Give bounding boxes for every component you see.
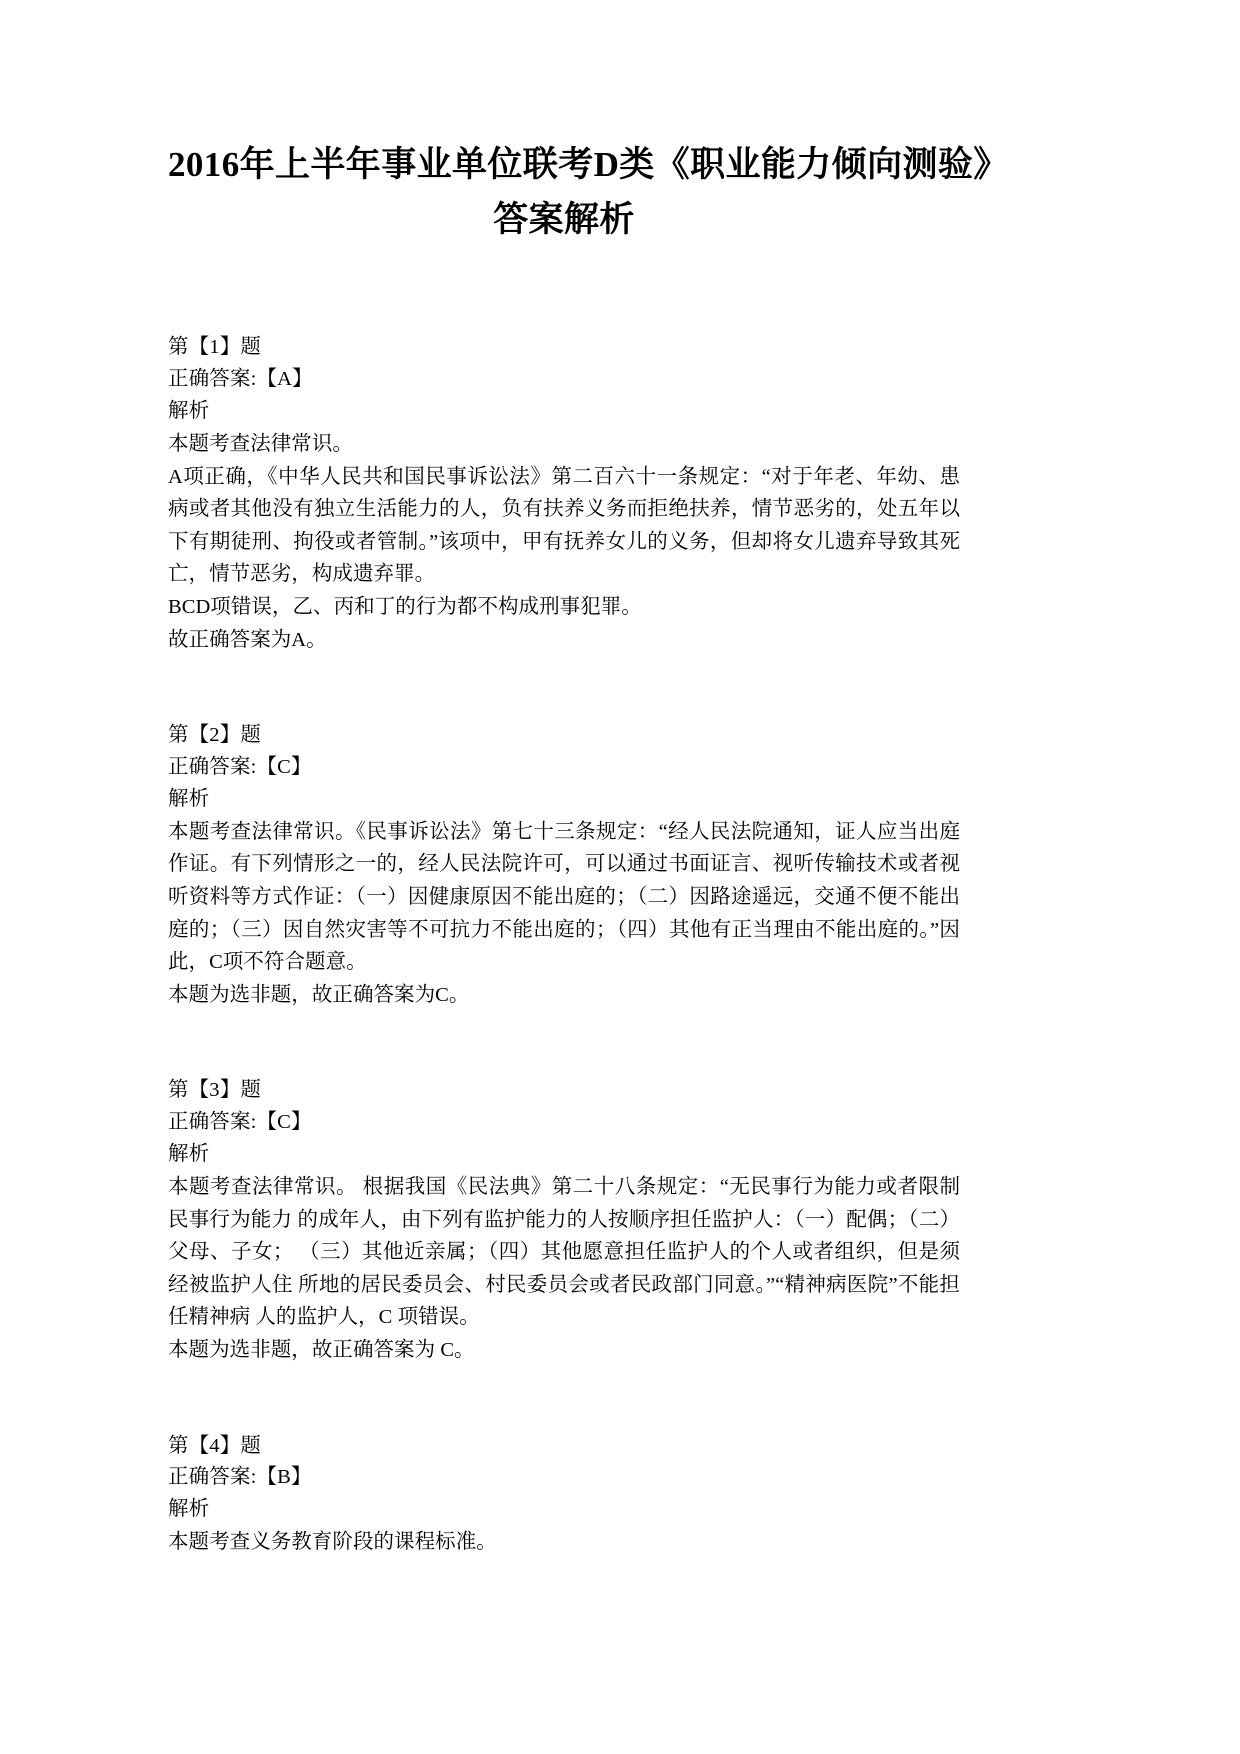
question-number-3: 第【3】题 [168,1079,261,1102]
page-title-line-1: 2016年上半年事业单位联考D类《职业能力倾向测验》 [168,145,1009,184]
correct-answer-1: 正确答案:【A】 [168,368,313,391]
analysis-paragraph-2-2: 本题为选非题，故正确答案为C。 [168,983,470,1006]
analysis-paragraph-1-4: 故正确答案为A。 [168,628,327,651]
question-block-2 [168,720,960,1011]
question-number-2: 第【2】题 [168,724,261,747]
correct-answer-2: 正确答案:【C】 [168,756,312,779]
analysis-paragraph-1-3: BCD项错误，乙、丙和丁的行为都不构成刑事犯罪。 [168,595,642,618]
page-title [168,0,1009,246]
analysis-label-3: 解析 [168,1143,210,1166]
page-content [168,0,1009,1559]
analysis-label-1: 解析 [168,400,210,423]
page-title-line-2: 答案解析 [493,200,635,240]
analysis-label-2: 解析 [168,787,210,810]
analysis-paragraph-2-1: 本题考查法律常识。《民事诉讼法》第七十三条规定：“经人民法院通知，证人应当出庭作证。有下列情形之一的，经人民法院许可，可以通过书面证言、视听传输技术或者视听资料等方式作证：（一）因健康原因不能出庭的；（二）因路途遥远，交通不便不能出庭的；（三）因自然灾害等不可抗力不能出庭的；（四）其他有正当理由不能出庭的。”因此，C项不符合题意。 [168,820,960,974]
analysis-paragraph-4-1: 本题考查义务教育阶段的课程标准。 [168,1531,497,1554]
correct-answer-3: 正确答案:【C】 [168,1111,312,1134]
analysis-label-4: 解析 [168,1498,210,1521]
question-block-4 [168,1431,960,1559]
question-number-4: 第【4】题 [168,1434,261,1457]
analysis-paragraph-3-1: 本题考查法律常识。 根据我国《民法典》第二十八条规定：“无民事行为能力或者限制民事行为能力 的成年人，由下列有监护能力的人按顺序担任监护人：（一）配偶；（二）父母、子女； （三）其他近亲属；（四）其他愿意担任监护人的个人或者组织，但是须经被监护人住 所地的居民委员会、村民委员会或者民政部门同意。”“精神病医院”不能担任精神病 人的监护人，C 项错误。 [168,1175,960,1329]
question-block-1 [168,332,960,656]
question-number-1: 第【1】题 [168,336,261,359]
question-list [168,332,960,1558]
question-block-3 [168,1075,960,1366]
analysis-paragraph-3-2: 本题为选非题，故正确答案为 C。 [168,1338,475,1361]
correct-answer-4: 正确答案:【B】 [168,1466,312,1489]
analysis-paragraph-1-1: 本题考查法律常识。 [168,433,353,455]
analysis-paragraph-1-2: A项正确，《中华人民共和国民事诉讼法》第二百六十一条规定：“对于年老、年幼、患病或者其他没有独立生活能力的人，负有扶养义务而拒绝扶养，情节恶劣的，处五年以下有期徒刑、拘役或者管制。”该项中，甲有抚养女儿的义务，但却将女儿遗弃导致其死亡，情节恶劣，构成遗弃罪。 [168,465,960,586]
